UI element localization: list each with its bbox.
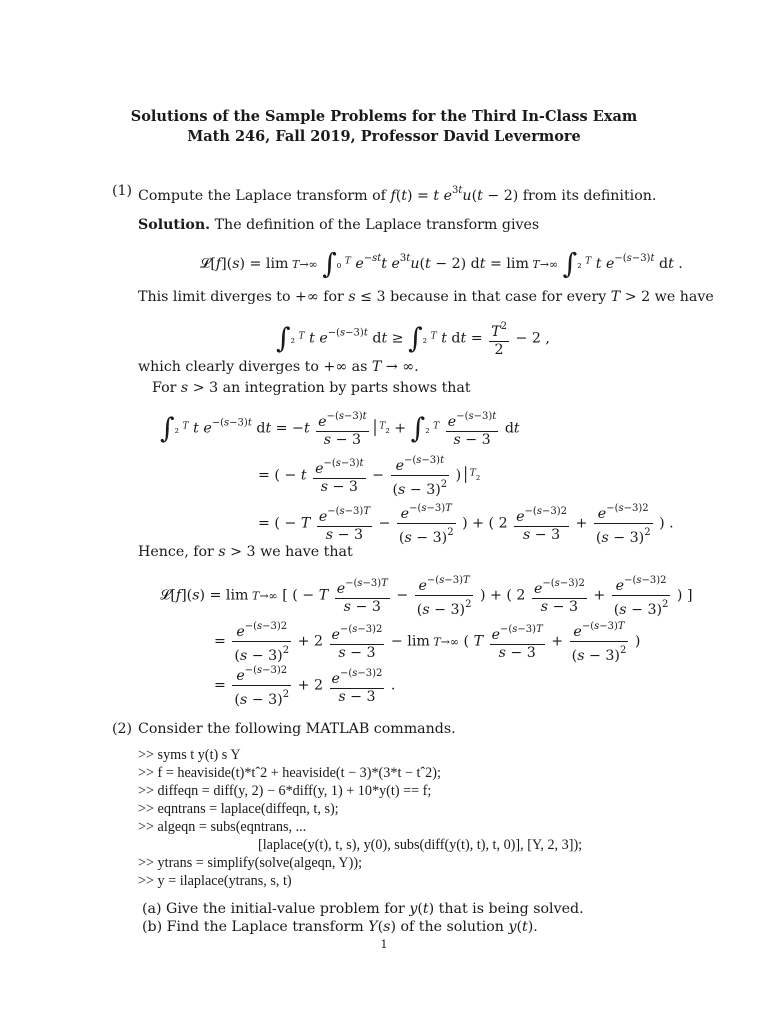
paper-title-line2: Math 246, Fall 2019, Professor David Levermore	[187, 128, 581, 145]
equation-divergence-bound: ∫₂ $^T$ t $e^{-(s-3)t}$ dt ≥ ∫₂ $^T$ t dt = $\frac{T^2}{2}$ − 2 ,	[276, 318, 550, 359]
equation-parts-line3: = ( − T $\frac{e^{-(s-3)T}}{s - 3}$ − $\frac{e^{-(s-3)T}}{(s - 3)^2}$ ) + ( 2 $\frac{e^{-(s-3)2}}{s - 3}$ + $\frac{e^{-(s-3)2}}{(s - 3)^2}$ ) .	[258, 500, 674, 547]
problem2-statement: Consider the following MATLAB commands.	[138, 721, 456, 737]
page-number: 1	[380, 938, 388, 951]
matlab-command: >> f = heaviside(t)*tˆ2 + heaviside(t − 3)*(3*t − tˆ2);	[138, 765, 441, 781]
problem2-number: (2)	[112, 721, 133, 737]
diverge-text: This limit diverges to +∞ for s ≤ 3 because in that case for every T > 2 we have	[138, 289, 714, 305]
diverge-conclusion: which clearly diverges to +∞ as T → ∞.	[138, 359, 419, 375]
matlab-command: >> syms t y(t) s Y	[138, 747, 241, 763]
hence-text: Hence, for s > 3 we have that	[138, 544, 353, 560]
matlab-command: >> y = ilaplace(ytrans, s, t)	[138, 873, 292, 889]
problem2-part-b: (b) Find the Laplace transform Y(s) of the solution y(t).	[142, 919, 538, 935]
problem1-number: (1)	[112, 183, 133, 199]
equation-parts-line2: = ( − t $\frac{e^{-(s-3)t}}{s - 3}$ − $\frac{e^{-(s-3)t}}{(s - 3)^2}$ )│$^T$₂	[258, 452, 480, 499]
problem1-statement: Compute the Laplace transform of f(t) = t $e^{3t}u(t - 2)$ from its definition.	[138, 185, 657, 204]
matlab-command: >> eqntrans = laplace(diffeqn, t, s);	[138, 801, 339, 817]
matlab-command: >> algeqn = subs(eqntrans, ...	[138, 819, 307, 835]
equation-laplace-definition: 𝓛[f](s) = lim T→∞ ∫₀ $^T$ $e^{-st}t$ $e^{3t}u(t - 2)$ dt = lim T→∞ ∫₂ $^T$ t $e^{-(s-3)t}$ dt .	[200, 247, 683, 280]
equation-parts-line1: ∫₂ $^T$ t $e^{-(s-3)t}$ dt = −t $\frac{e^{-(s-3)t}}{s - 3}$ │$^T$₂ + ∫₂ $^T$ $\frac{e^{-(s-3)t}}{s - 3}$ dt	[160, 408, 520, 449]
matlab-command: >> diffeqn = diff(y, 2) − 6*diff(y, 1) + 10*y(t) == f;	[138, 783, 432, 799]
parts-intro: For s > 3 an integration by parts shows that	[152, 380, 471, 396]
equation-result-line2: = $\frac{e^{-(s-3)2}}{(s - 3)^2}$ + 2 $\frac{e^{-(s-3)2}}{s - 3}$ − lim T→∞ ( T $\frac{e^{-(s-3)T}}{s - 3}$ + $\frac{e^{-(s-3)T}}{(s - 3)^2}$ )	[214, 618, 640, 665]
solution-intro: The definition of the Laplace transform gives	[214, 217, 540, 233]
equation-result-line1: 𝓛[f](s) = lim T→∞ [ ( − T $\frac{e^{-(s-3)T}}{s - 3}$ − $\frac{e^{-(s-3)T}}{(s - 3)^2}$ ) + ( 2 $\frac{e^{-(s-3)2}}{s - 3}$ + $\frac{e^{-(s-3)2}}{(s - 3)^2}$ ) ]	[160, 572, 693, 619]
equation-result-line3: = $\frac{e^{-(s-3)2}}{(s - 3)^2}$ + 2 $\frac{e^{-(s-3)2}}{s - 3}$ .	[214, 662, 395, 709]
matlab-command-continuation: [laplace(y(t), t, s), y(0), subs(diff(y(t), t), t, 0)], [Y, 2, 3]);	[258, 837, 583, 853]
matlab-command: >> ytrans = simplify(solve(algeqn, Y));	[138, 855, 363, 871]
problem2-part-a: (a) Give the initial-value problem for y(t) that is being solved.	[142, 901, 584, 917]
solution-label: Solution.	[138, 217, 211, 233]
paper-title-line1: Solutions of the Sample Problems for the Third In-Class Exam	[130, 108, 638, 125]
solution-heading	[138, 216, 539, 234]
